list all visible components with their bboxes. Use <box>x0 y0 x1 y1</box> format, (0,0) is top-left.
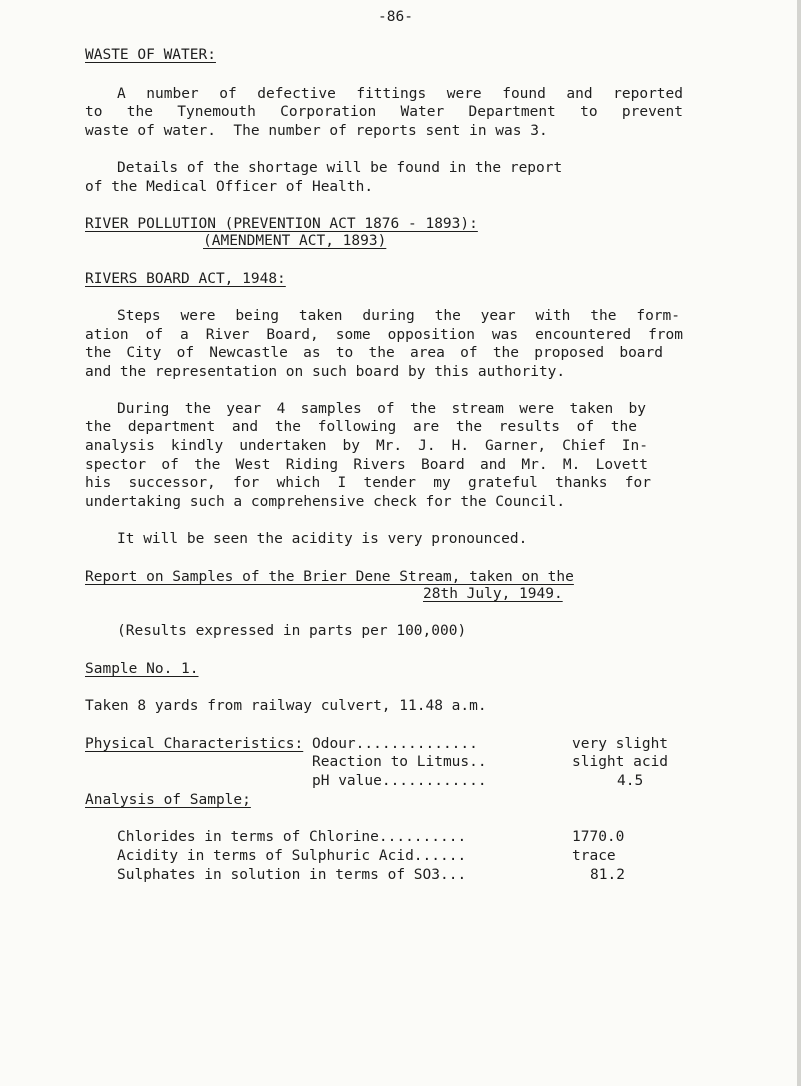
steps-para-line-2: ation of a River Board, some opposition was encountered from <box>85 327 683 343</box>
sample-heading: Sample No. 1. <box>85 661 199 677</box>
river-pollution-heading: RIVER POLLUTION (PREVENTION ACT 1876 - 1893): <box>85 216 478 232</box>
report-heading: Report on Samples of the Brier Dene Stream, taken on the <box>85 569 574 585</box>
analysis-heading: Analysis of Sample; <box>85 792 251 808</box>
physical-row-label: Odour.............. <box>312 736 478 752</box>
during-para-line-3: analysis kindly undertaken by Mr. J. H. Garner, Chief In- <box>85 438 648 454</box>
steps-para-line-4: and the representation on such board by this authority. <box>85 364 566 380</box>
steps-para-line-1: Steps were being taken during the year with the form- <box>117 308 680 324</box>
during-para-line-1: During the year 4 samples of the stream were taken by <box>117 401 646 417</box>
physical-heading: Physical Characteristics: <box>85 736 304 752</box>
physical-row-value: very slight <box>572 736 669 752</box>
details-para-line-2: of the Medical Officer of Health. <box>85 179 374 195</box>
report-date-heading: 28th July, 1949. <box>423 586 563 602</box>
during-para-line-6: undertaking such a comprehensive check for the Council. <box>85 494 566 510</box>
during-para-line-4: spector of the West Riding Rivers Board and Mr. M. Lovett <box>85 457 648 473</box>
during-para-line-5: his successor, for which I tender my grateful thanks for <box>85 475 651 491</box>
waste-para-line-2: to the Tynemouth Corporation Water Department to prevent <box>85 104 683 120</box>
analysis-row-label: Chlorides in terms of Chlorine.......... <box>117 829 467 845</box>
waste-heading: WASTE OF WATER: <box>85 47 216 63</box>
rivers-board-heading: RIVERS BOARD ACT, 1948: <box>85 271 286 287</box>
physical-row-value: 4.5 <box>617 773 644 789</box>
river-amendment-heading: (AMENDMENT ACT, 1893) <box>203 233 387 249</box>
acidity-para: It will be seen the acidity is very pronounced. <box>117 531 528 547</box>
analysis-row-value: 81.2 <box>590 867 625 883</box>
during-para-line-2: the department and the following are the results of the <box>85 419 637 435</box>
analysis-row-value: 1770.0 <box>572 829 625 845</box>
physical-row-label: pH value............ <box>312 773 487 789</box>
analysis-row-label: Acidity in terms of Sulphuric Acid...... <box>117 848 467 864</box>
waste-para-line-3: waste of water. The number of reports sent in was 3. <box>85 123 548 139</box>
taken-line: Taken 8 yards from railway culvert, 11.48 a.m. <box>85 698 487 714</box>
results-note: (Results expressed in parts per 100,000) <box>117 623 467 639</box>
steps-para-line-3: the City of Newcastle as to the area of the proposed board <box>85 345 663 361</box>
page-number: -86- <box>378 9 413 25</box>
page-edge-shadow <box>797 0 801 1086</box>
physical-row-value: slight acid <box>572 754 669 770</box>
analysis-row-value: trace <box>572 848 616 864</box>
analysis-row-label: Sulphates in solution in terms of SO3... <box>117 867 467 883</box>
waste-para-line-1: A number of defective fittings were found and reported <box>117 86 683 102</box>
physical-row-label: Reaction to Litmus.. <box>312 754 487 770</box>
details-para-line-1: Details of the shortage will be found in the report <box>117 160 563 176</box>
